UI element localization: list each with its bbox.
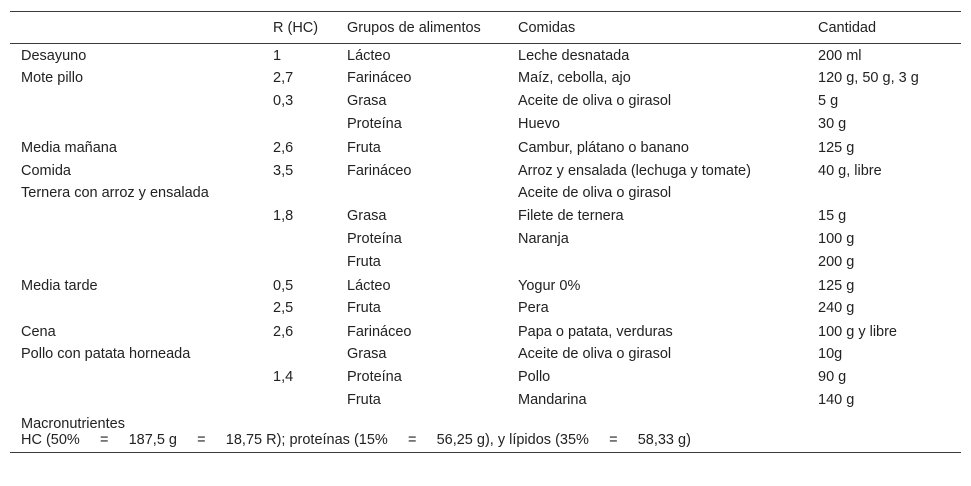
cell-r-hc: 3,5: [273, 163, 294, 179]
cell-meal: Ternera con arroz y ensalada: [21, 185, 209, 201]
macro-part: =: [197, 431, 206, 448]
macro-part: 56,25 g), y lípidos (35%: [436, 431, 589, 448]
cell-quantity: 120 g, 50 g, 3 g: [818, 70, 919, 86]
cell-food-group: Grasa: [347, 346, 387, 362]
header-meal: [10, 12, 262, 44]
cell-food-group: Proteína: [347, 116, 402, 132]
cell-dish: Pollo: [518, 369, 551, 385]
cell-dish: Cambur, plátano o banano: [518, 140, 689, 156]
cell-dish: Aceite de oliva o girasol: [518, 185, 672, 201]
cell-dish: Pera: [518, 300, 549, 316]
table-body: [10, 44, 961, 412]
cell-dish: Huevo: [518, 116, 560, 132]
cell-meal: Mote pillo: [21, 70, 84, 86]
cell-quantity: 200 g: [818, 254, 855, 270]
macro-part: =: [407, 431, 417, 448]
cell-food-group: Lácteo: [347, 278, 391, 294]
cell-food-group: Grasa: [347, 208, 387, 224]
cell-food-group: Grasa: [347, 93, 387, 109]
cell-quantity: 30 g: [818, 116, 847, 132]
cell-quantity: 5 g: [818, 93, 839, 109]
cell-food-group: Proteína: [347, 369, 402, 385]
cell-food-group: Fruta: [347, 254, 381, 270]
table-row: [10, 320, 961, 343]
cell-food-group: Fruta: [347, 300, 381, 316]
cell-meal: [10, 389, 262, 412]
cell-quantity: 15 g: [818, 208, 847, 224]
cell-dish: Naranja: [518, 231, 569, 247]
table-row: [10, 389, 961, 412]
table-row: [10, 343, 961, 366]
cell-meal: Media tarde: [21, 278, 98, 294]
table-row: [10, 67, 961, 90]
cell-quantity: [807, 182, 961, 205]
macro-part: 18,75 R); proteínas (15%: [225, 431, 388, 448]
table-row: [10, 182, 961, 205]
cell-quantity: 100 g y libre: [818, 324, 897, 340]
cell-dish: Leche desnatada: [518, 48, 630, 65]
macronutrients-title-row: [10, 412, 961, 432]
header-food-groups: Grupos de alimentos: [347, 19, 481, 36]
cell-meal: Desayuno: [21, 48, 87, 65]
table-row: [10, 136, 961, 159]
table-row: [10, 366, 961, 389]
macro-part: =: [609, 431, 618, 448]
cell-meal: Comida: [21, 163, 71, 179]
header-meals: Comidas: [518, 19, 576, 36]
cell-meal: [10, 113, 262, 136]
cell-r-hc: [262, 182, 336, 205]
macro-part: HC (50%: [21, 431, 80, 448]
cell-r-hc: 2,6: [273, 140, 294, 156]
macronutrients-line: [10, 432, 961, 453]
cell-meal: [10, 297, 262, 320]
cell-quantity: 125 g: [818, 140, 855, 156]
macro-part: 58,33 g): [637, 431, 691, 448]
cell-dish: Arroz y ensalada (lechuga y tomate): [518, 163, 751, 179]
cell-food-group: Farináceo: [347, 70, 412, 86]
table-row: [10, 113, 961, 136]
table-row: [10, 251, 961, 274]
table-row: [10, 297, 961, 320]
cell-food-group: Farináceo: [347, 163, 412, 179]
cell-dish: [507, 251, 807, 274]
cell-food-group: Fruta: [347, 140, 381, 156]
cell-quantity: 140 g: [818, 392, 855, 408]
cell-r-hc: 1,8: [273, 208, 294, 224]
cell-r-hc: [262, 251, 336, 274]
table-footer: [10, 412, 961, 453]
macro-part: 187,5 g: [128, 431, 177, 448]
cell-r-hc: 1: [273, 48, 282, 65]
meal-plan-table: [10, 11, 961, 453]
cell-dish: Aceite de oliva o girasol: [518, 93, 672, 109]
cell-food-group: Fruta: [347, 392, 381, 408]
cell-food-group: Proteína: [347, 231, 402, 247]
macro-part: =: [99, 431, 109, 448]
cell-r-hc: 2,5: [273, 300, 294, 316]
macronutrients-row: [10, 432, 961, 453]
cell-dish: Yogur 0%: [518, 278, 581, 294]
cell-quantity: 100 g: [818, 231, 855, 247]
cell-r-hc: 2,7: [273, 70, 294, 86]
header-row: [10, 12, 961, 44]
cell-dish: Papa o patata, verduras: [518, 324, 673, 340]
table-row: [10, 90, 961, 113]
cell-food-group: [336, 182, 507, 205]
cell-meal: [10, 251, 262, 274]
cell-food-group: Lácteo: [347, 48, 391, 65]
cell-r-hc: [262, 113, 336, 136]
cell-r-hc: 1,4: [273, 369, 294, 385]
cell-meal: [10, 90, 262, 113]
cell-quantity: 200 ml: [818, 48, 862, 65]
cell-dish: Filete de ternera: [518, 208, 624, 224]
cell-r-hc: 2,6: [273, 324, 294, 340]
cell-quantity: 240 g: [818, 300, 855, 316]
table-row: [10, 44, 961, 67]
cell-quantity: 125 g: [818, 278, 855, 294]
cell-quantity: 90 g: [818, 369, 847, 385]
cell-meal: Pollo con patata horneada: [21, 346, 191, 362]
cell-quantity: 10g: [818, 346, 843, 362]
table-row: [10, 228, 961, 251]
cell-r-hc: 0,3: [273, 93, 294, 109]
header-r-hc: R (HC): [273, 19, 319, 36]
header-quantity: Cantidad: [818, 19, 877, 36]
cell-meal: [10, 205, 262, 228]
table-row: [10, 159, 961, 182]
cell-dish: Mandarina: [518, 392, 587, 408]
cell-quantity: 40 g, libre: [818, 163, 882, 179]
cell-dish: Aceite de oliva o girasol: [518, 346, 672, 362]
cell-meal: [10, 228, 262, 251]
macronutrients-title: Macronutrientes: [21, 415, 125, 432]
cell-meal: Media mañana: [21, 140, 117, 156]
cell-meal: [10, 366, 262, 389]
cell-r-hc: [262, 228, 336, 251]
cell-meal: Cena: [21, 324, 56, 340]
cell-dish: Maíz, cebolla, ajo: [518, 70, 631, 86]
table-row: [10, 274, 961, 297]
cell-r-hc: [262, 389, 336, 412]
cell-r-hc: [262, 343, 336, 366]
table-header: [10, 12, 961, 44]
table-row: [10, 205, 961, 228]
cell-r-hc: 0,5: [273, 278, 294, 294]
cell-food-group: Farináceo: [347, 324, 412, 340]
